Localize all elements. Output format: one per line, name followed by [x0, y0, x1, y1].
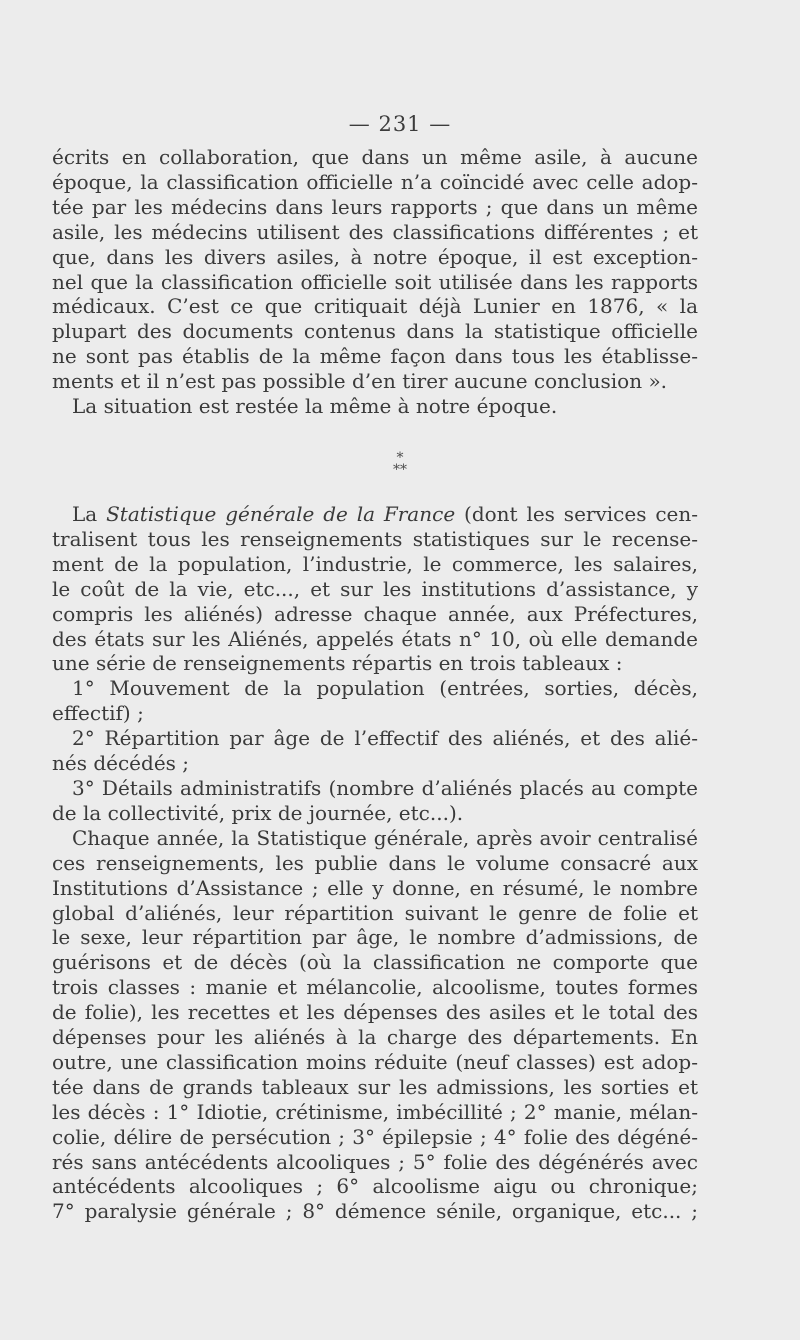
text-line: écrits en collaboration, que dans un même asile, à aucune [52, 145, 698, 169]
text-line: rés sans antécédents alcooliques ; 5° folie des dégénérés avec [52, 1149, 698, 1174]
list-item-3-cont: de la collectivité, prix de journée, etc...). [52, 800, 464, 825]
text-line: ces renseignements, les publie dans le volume consacré aux [52, 850, 698, 875]
list-item-3: 3° Détails administratifs (nombre d’aliénés placés au compte [72, 775, 698, 800]
text-line [52, 502, 698, 527]
text-line: ments et il n’est pas possible d’en tirer aucune conclusion ». [52, 369, 668, 394]
publication-title: Statistique générale de la France [106, 502, 456, 526]
text-line: une série de renseignements répartis en trois tableaux : [52, 651, 623, 676]
text-line: époque, la classification officielle n’a coïncidé avec celle adop- [52, 169, 698, 194]
text-line: tralisent tous les renseignements statistiques sur le recense- [52, 526, 698, 551]
asterism-top: * [396, 450, 404, 466]
text-line: ment de la population, l’industrie, le commerce, les salaires, [52, 551, 698, 576]
text-line: plupart des documents contenus dans la statistique officielle [52, 319, 698, 344]
text-line: nel que la classification officielle soit utilisée dans les rapports [52, 269, 698, 294]
text-line: des états sur les Aliénés, appelés états n° 10, où elle demande [52, 626, 698, 651]
text-line: asile, les médecins utilisent des classifications différentes ; et [52, 219, 698, 244]
text-line: le sexe, leur répartition par âge, le nombre d’admissions, de [52, 925, 698, 950]
text-line: trois classes : manie et mélancolie, alcoolisme, toutes formes [52, 975, 698, 1000]
text-line: de folie), les recettes et les dépenses des asiles et le total des [52, 1000, 698, 1025]
list-item-1: 1° Mouvement de la population (entrées, sorties, décès, [72, 676, 698, 701]
text-line: Chaque année, la Statistique générale, après avoir centralisé [72, 825, 698, 850]
text-line: global d’aliénés, leur répartition suivant le genre de folie et [52, 900, 698, 925]
text-line: médicaux. C’est ce que critiquait déjà Lunier en 1876, « la [52, 294, 698, 319]
text-line-rest: (dont les services cen- [455, 502, 698, 526]
text-line: ne sont pas établis de la même façon dans tous les établisse- [52, 344, 698, 369]
asterism-bottom: ** [393, 462, 407, 478]
list-item-2: 2° Répartition par âge de l’effectif des aliénés, et des alié- [72, 726, 698, 751]
text-line: le coût de la vie, etc..., et sur les institutions d’assistance, y [52, 576, 698, 601]
text-line: Institutions d’Assistance ; elle y donne, en résumé, le nombre [52, 875, 698, 900]
asterism-separator [0, 452, 800, 476]
text-line: tée dans de grands tableaux sur les admissions, les sorties et [52, 1074, 698, 1099]
text-line: dépenses pour les aliénés à la charge des départements. En [52, 1025, 698, 1050]
text-line: les décès : 1° Idiotie, crétinisme, imbécillité ; 2° manie, mélan- [52, 1099, 698, 1124]
paragraph-statistique-generale [52, 502, 698, 1224]
list-item-1-cont: effectif) ; [52, 701, 144, 726]
text-line: antécédents alcooliques ; 6° alcoolisme aigu ou chronique; [52, 1174, 698, 1199]
paragraph-situation: La situation est restée la même à notre époque. [72, 394, 558, 419]
paragraph-classification-critique [52, 145, 698, 419]
text-lead: La [72, 502, 107, 526]
text-line: outre, une classification moins réduite (neuf classes) est adop- [52, 1049, 698, 1074]
text-line: que, dans les divers asiles, à notre époque, il est exception- [52, 244, 698, 269]
page-number: — 231 — [348, 112, 452, 136]
text-line: tée par les médecins dans leurs rapports ; que dans un même [52, 194, 698, 219]
text-line: 7° paralysie générale ; 8° démence sénile, organique, etc... ; [52, 1199, 698, 1224]
list-item-2-cont: nés décédés ; [52, 751, 190, 776]
text-line: colie, délire de persécution ; 3° épilepsie ; 4° folie des dégéné- [52, 1124, 698, 1149]
text-line: guérisons et de décès (où la classification ne comporte que [52, 950, 698, 975]
text-line: compris les aliénés) adresse chaque année, aux Préfectures, [52, 601, 698, 626]
